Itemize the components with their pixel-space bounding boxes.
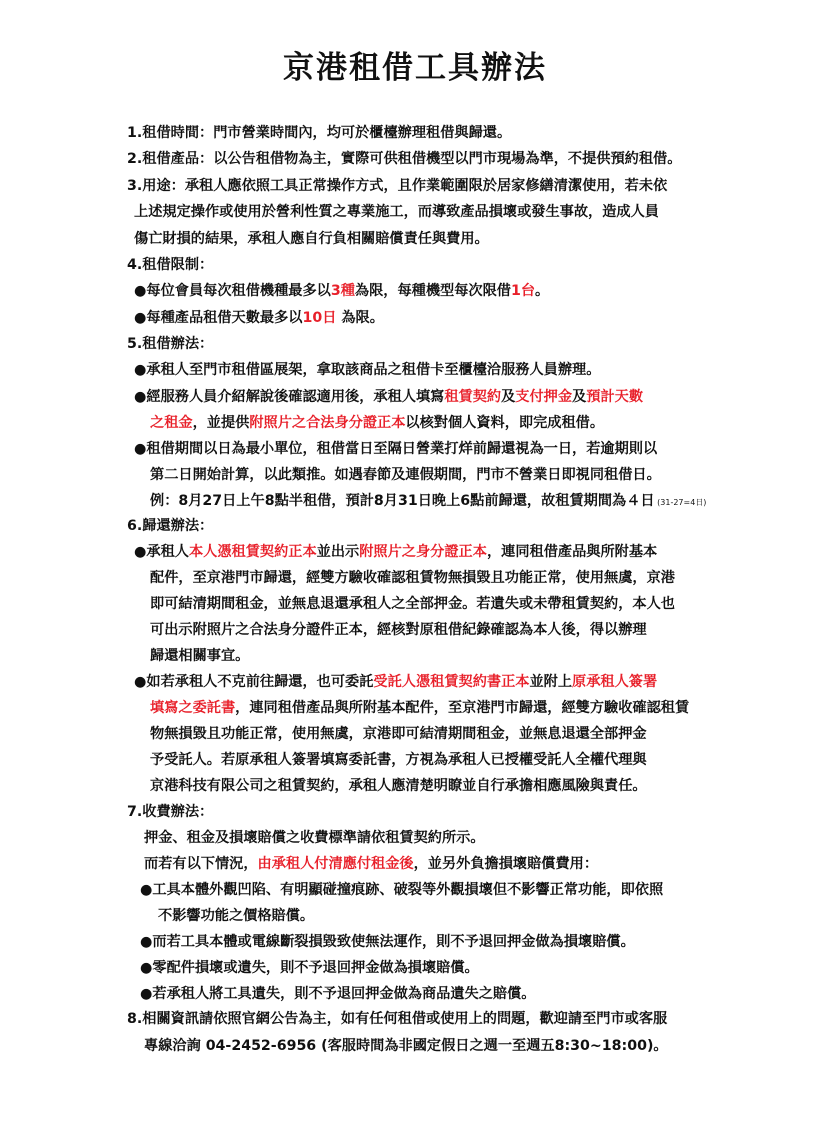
bullet-text: ，並提供 bbox=[192, 415, 250, 431]
bullet-text: 物無損毀且功能正常，使用無虞，京港即可結清期間租金，並無息退還全部押金 bbox=[150, 726, 647, 742]
bullet-text: ●承租人至門市租借區展架，拿取該商品之租借卡至櫃檯洽服務人員辦理。 bbox=[134, 362, 601, 378]
section-4-heading-text: 4.租借限制： bbox=[127, 257, 214, 273]
bullet-text: ●經服務人員介紹解說後確認適用後，承租人填寫 bbox=[134, 389, 445, 405]
section-6-bullet-2-line-2 bbox=[150, 696, 689, 720]
section-6-bullet-1-line-1 bbox=[134, 540, 657, 564]
paragraph-text: 押金、租金及損壞賠償之收費標準請依租賃契約所示。 bbox=[144, 830, 485, 846]
bullet-text: 歸還相關事宜。 bbox=[150, 648, 250, 664]
highlight-text: 預計天數 bbox=[586, 389, 644, 405]
section-6-bullet-1-line-4 bbox=[150, 618, 647, 642]
section-8-contact-text: 專線洽詢 04-2452-6956 (客服時間為非國定假日之週一至週五8:30~18:00)。 bbox=[144, 1038, 668, 1054]
highlight-text: 附照片之身分證正本 bbox=[359, 544, 487, 560]
section-5-bullet-2-line-2 bbox=[150, 411, 604, 435]
bullet-text: 不影響功能之價格賠償。 bbox=[158, 908, 315, 924]
bullet-text: 。 bbox=[535, 283, 550, 299]
section-7-paragraph-2 bbox=[144, 852, 598, 876]
bullet-text: 為限，每種機型每次限借 bbox=[354, 283, 511, 299]
section-4-bullet-1 bbox=[134, 279, 549, 303]
section-7-heading-text: 7.收費辦法： bbox=[127, 804, 214, 820]
section-6-heading bbox=[127, 514, 213, 538]
bullet-text: 及 bbox=[501, 389, 516, 405]
section-7-bullet-1-line-2 bbox=[158, 904, 314, 928]
highlight-text: 填寫之委託書 bbox=[150, 700, 236, 716]
section-6-heading-text: 6.歸還辦法： bbox=[127, 518, 214, 534]
bullet-text: ●而若工具本體或電線斷裂損毀致使無法運作，則不予退回押金做為損壞賠償。 bbox=[140, 934, 635, 950]
highlight-text: 3種 bbox=[330, 283, 355, 299]
bullet-text: 以核對個人資料，即完成租借。 bbox=[405, 415, 605, 431]
bullet-text: 京港科技有限公司之租賃契約，承租人應清楚明瞭並自行承擔相應風險與責任。 bbox=[150, 778, 647, 794]
section-1-rental-time bbox=[127, 121, 511, 145]
section-7-bullet-1-line-1 bbox=[140, 878, 663, 902]
bullet-text: 並出示 bbox=[316, 544, 360, 560]
section-2-rental-products bbox=[127, 147, 681, 171]
section-3-usage-line-2 bbox=[134, 200, 659, 224]
paragraph-text: 而若有以下情況， bbox=[144, 856, 258, 872]
section-2-text: 2.租借產品：以公告租借物為主，實際可供租借機型以門市現場為準，不提供預約租借。 bbox=[127, 151, 682, 167]
bullet-text: ，連同租借產品與所附基本 bbox=[486, 544, 658, 560]
section-5-bullet-3-line-2 bbox=[150, 463, 661, 487]
highlight-text: 本人憑租賃契約正本 bbox=[188, 544, 317, 560]
bullet-text: 第二日開始計算，以此類推。如遇春節及連假期間，門市不營業日即視同租借日。 bbox=[150, 467, 661, 483]
bullet-text: ●每種產品租借天數最多以 bbox=[134, 310, 303, 326]
section-5-bullet-3-line-3 bbox=[150, 489, 706, 513]
section-7-heading bbox=[127, 800, 213, 824]
highlight-text: 租賃契約 bbox=[444, 389, 502, 405]
section-5-heading-text: 5.租借辦法： bbox=[127, 336, 214, 352]
section-8-text: 8.相關資訊請依照官網公告為主，如有任何租借或使用上的問題，歡迎請至門市或客服 bbox=[127, 1011, 668, 1027]
bullet-text: ●承租人 bbox=[134, 544, 189, 560]
section-3-usage-line-1 bbox=[127, 174, 667, 198]
bullet-text: 及 bbox=[572, 389, 587, 405]
highlight-text: 原承租人簽署 bbox=[572, 674, 658, 690]
bullet-text: 為限。 bbox=[336, 310, 384, 326]
bullet-text: ●工具本體外觀凹陷、有明顯碰撞痕跡、破裂等外觀損壞但不影響正常功能，即依照 bbox=[140, 882, 664, 898]
page-title: 京港租借工具辦法 bbox=[283, 50, 547, 86]
bullet-text: ，連同租借產品與所附基本配件，至京港門市歸還，經雙方驗收確認租賃 bbox=[235, 700, 690, 716]
calculation-note: (31-27=4日) bbox=[654, 498, 707, 507]
section-6-bullet-2-line-3 bbox=[150, 722, 647, 746]
bullet-text: 例：8月27日上午8點半租借，預計8月31日晚上6點前歸還，故租賃期間為４日 bbox=[150, 493, 655, 509]
section-3-line-3: 傷亡財損的結果，承租人應自行負相關賠償責任與費用。 bbox=[134, 231, 489, 247]
section-6-bullet-1-line-3 bbox=[150, 592, 675, 616]
section-7-bullet-4 bbox=[140, 982, 535, 1006]
section-4-heading bbox=[127, 253, 213, 277]
section-6-bullet-2-line-4 bbox=[150, 748, 647, 772]
highlight-text: 10日 bbox=[302, 310, 337, 326]
section-3-line-2: 上述規定操作或使用於營利性質之專業施工，而導致產品損壞或發生事故，造成人員 bbox=[134, 204, 659, 220]
bullet-text: ●每位會員每次租借機種最多以 bbox=[134, 283, 331, 299]
paragraph-text: ，並另外負擔損壞賠償費用： bbox=[413, 856, 599, 872]
section-3-usage-line-3 bbox=[134, 227, 489, 251]
section-6-bullet-1-line-5 bbox=[150, 644, 249, 668]
highlight-text: 1台 bbox=[510, 283, 536, 299]
section-5-bullet-2-line-1 bbox=[134, 385, 643, 409]
bullet-text: 予受託人。若原承租人簽署填寫委託書，方視為承租人已授權受託人全權代理與 bbox=[150, 752, 647, 768]
bullet-text: 並附上 bbox=[529, 674, 573, 690]
section-8-line-1 bbox=[127, 1007, 667, 1031]
highlight-text: 受託人憑租賃契約書正本 bbox=[373, 674, 530, 690]
bullet-text: 配件，至京港門市歸還，經雙方驗收確認租賃物無損毀且功能正常，使用無虞，京港 bbox=[150, 570, 675, 586]
section-6-bullet-2-line-5 bbox=[150, 774, 647, 798]
section-6-bullet-1-line-2 bbox=[150, 566, 675, 590]
bullet-text: ●零配件損壞或遺失，則不予退回押金做為損壞賠償。 bbox=[140, 960, 479, 976]
bullet-text: ●如若承租人不克前往歸還，也可委託 bbox=[134, 674, 374, 690]
bullet-text: 即可結清期間租金，並無息退還承租人之全部押金。若遺失或未帶租賃契約，本人也 bbox=[150, 596, 675, 612]
section-8-line-2 bbox=[144, 1034, 668, 1058]
bullet-text: 可出示附照片之合法身分證件正本，經核對原租借紀錄確認為本人後，得以辦理 bbox=[150, 622, 647, 638]
bullet-text: ●租借期間以日為最小單位，租借當日至隔日營業打烊前歸還視為一日，若逾期則以 bbox=[134, 441, 658, 457]
section-5-bullet-3-line-1 bbox=[134, 437, 657, 461]
highlight-text: 附照片之合法身分證正本 bbox=[249, 415, 406, 431]
section-1-text: 1.租借時間：門市營業時間內，均可於櫃檯辦理租借與歸還。 bbox=[127, 125, 512, 141]
section-4-bullet-2 bbox=[134, 306, 384, 330]
section-5-heading bbox=[127, 332, 213, 356]
bullet-text: ●若承租人將工具遺失，則不予退回押金做為商品遺失之賠償。 bbox=[140, 986, 536, 1002]
section-5-bullet-1 bbox=[134, 358, 600, 382]
section-6-bullet-2-line-1 bbox=[134, 670, 657, 694]
section-7-bullet-2 bbox=[140, 930, 635, 954]
section-3-line-1: 3.用途：承租人應依照工具正常操作方式，且作業範圍限於居家修繕清潔使用，若未依 bbox=[127, 178, 668, 194]
highlight-text: 之租金 bbox=[150, 415, 193, 431]
section-7-paragraph-1 bbox=[144, 826, 485, 850]
highlight-text: 由承租人付清應付租金後 bbox=[257, 856, 414, 872]
section-7-bullet-3 bbox=[140, 956, 479, 980]
highlight-text: 支付押金 bbox=[515, 389, 573, 405]
